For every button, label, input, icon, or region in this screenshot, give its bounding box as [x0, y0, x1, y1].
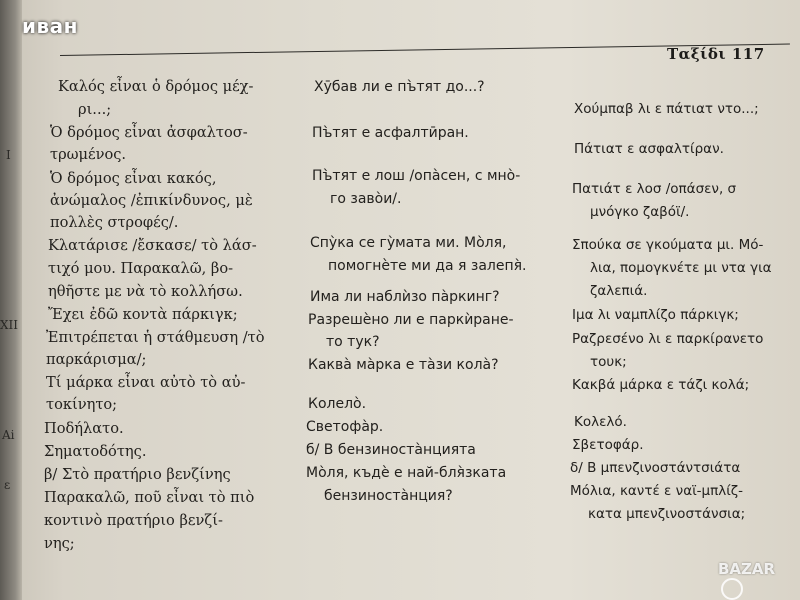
- bulgarian-line: Разрешѐно ли е паркѝране-: [308, 312, 514, 328]
- book-gutter: [0, 0, 22, 600]
- edge-mark: ε: [4, 478, 11, 492]
- transliteration-line: ζαλεπιά.: [590, 283, 648, 299]
- greek-line: Παρακαλῶ, ποῦ εἶναι τὸ πιὸ: [44, 489, 255, 506]
- logo-text: BAZAR: [718, 560, 776, 578]
- bulgarian-line: Светофа̀р.: [306, 419, 384, 435]
- greek-line: Ὁ δρόμος εἶναι ἀσφαλτοσ-: [50, 124, 248, 141]
- edge-mark: XII: [0, 318, 19, 332]
- greek-line: Ἐπιτρέπεται ἡ στάθμευση /τὸ: [46, 329, 265, 346]
- edge-mark: I: [6, 148, 11, 162]
- transliteration-line: Σπούκα σε γκούματα μι. Μό-: [572, 237, 764, 253]
- transliteration-line: Μόλια, καντέ ε ναϊ-μπλίζ-: [570, 483, 744, 499]
- transliteration-line: Σβετοφάρ.: [572, 437, 644, 453]
- greek-line: Τί μάρκα εἶναι αὐτὸ τὸ αὐ-: [46, 374, 246, 391]
- bulgarian-line: бензиноста̀нция?: [324, 488, 453, 504]
- greek-line: νης;: [44, 535, 75, 552]
- bulgarian-line: Има ли наблѝзо па̀ркинг?: [310, 289, 500, 305]
- bulgarian-line: б/ В бензиноста̀нцията: [306, 442, 476, 458]
- transliteration-line: Χούμπαβ λι ε πάτιατ ντο...;: [574, 101, 759, 117]
- transliteration-line: Πάτιατ ε ασφαλτίραν.: [574, 141, 724, 157]
- greek-line: Κλατάρισε /ἔσκασε/ τὸ λάσ-: [48, 237, 257, 254]
- transliteration-line: λια, πομογκνέτε μι ντα για: [590, 260, 772, 276]
- transliteration-line: Ιμα λι ναμπλίζο πάρκιγκ;: [572, 307, 739, 323]
- transliteration-line: Πατιάτ ε λοσ /οπάσεν, σ: [572, 181, 737, 197]
- transliteration-line: μνόγκο ζαβόϊ/.: [590, 204, 690, 220]
- greek-line: παρκάρισμα/;: [46, 351, 147, 368]
- transliteration-line: τουκ;: [590, 354, 627, 370]
- greek-line: ρι...;: [78, 101, 112, 118]
- greek-line: Ὁ δρόμος εἶναι κακός,: [50, 170, 217, 187]
- greek-line: τιχό μου. Παρακαλῶ, βο-: [48, 260, 234, 277]
- transliteration-line: Κακβά μάρκα ε τάζι κολά;: [572, 377, 750, 393]
- bulgarian-line: Каква̀ ма̀рка е та̀зи кола̀?: [308, 357, 499, 373]
- transliteration-line: δ/ Β μπενζινοστάντσιάτα: [570, 460, 741, 476]
- greek-line: ηθῆστε με νὰ τὸ κολλήσω.: [48, 283, 243, 300]
- greek-line: ἀνώμαλος /ἐπικίνδυνος, μὲ: [50, 192, 253, 209]
- bulgarian-line: помогнѐте ми да я залепя̀.: [328, 258, 527, 274]
- transliteration-line: κατα μπενζινοστάνσια;: [588, 506, 746, 522]
- bulgarian-line: Пъ̀тят е лош /опа̀сен, с мно̀-: [312, 168, 521, 184]
- page-header: Ταξίδι 117: [667, 45, 765, 63]
- watermark-text: иван: [22, 14, 78, 38]
- bulgarian-line: Хӯбав ли е пъ̀тят до...?: [314, 79, 485, 95]
- greek-line: τρωμένος.: [50, 146, 127, 163]
- bulgarian-line: Колело̀.: [308, 396, 367, 412]
- site-logo: [718, 560, 800, 600]
- edge-mark: Ai: [2, 428, 15, 442]
- bulgarian-line: Спу̀ка се гу̀мата ми. Мо̀ля,: [310, 235, 507, 251]
- bulgarian-line: Мо̀ля, къдѐ е най-бля̀зката: [306, 465, 507, 481]
- logo-circle-icon: [721, 578, 743, 600]
- greek-line: Ποδήλατο.: [44, 420, 124, 437]
- greek-line: Καλός εἶναι ὁ δρόμος μέχ-: [58, 78, 254, 95]
- greek-line: τοκίνητο;: [46, 396, 118, 413]
- bulgarian-line: Пъ̀тят е асфалтӣран.: [312, 125, 469, 141]
- greek-line: Σηματοδότης.: [44, 443, 147, 460]
- transliteration-line: Ραζρεσένο λι ε παρκίρανετο: [572, 331, 764, 347]
- greek-line: κοντινὸ πρατήριο βενζί-: [44, 512, 223, 529]
- greek-line: πολλὲς στροφές/.: [50, 214, 179, 231]
- greek-line: β/ Στὸ πρατήριο βενζίνης: [44, 466, 231, 483]
- bulgarian-line: го заво̀и/.: [330, 191, 402, 207]
- greek-line: Ἔχει ἐδῶ κοντὰ πάρκιγκ;: [48, 306, 238, 323]
- bulgarian-line: то тук?: [326, 334, 380, 350]
- transliteration-line: Κολελό.: [574, 414, 627, 430]
